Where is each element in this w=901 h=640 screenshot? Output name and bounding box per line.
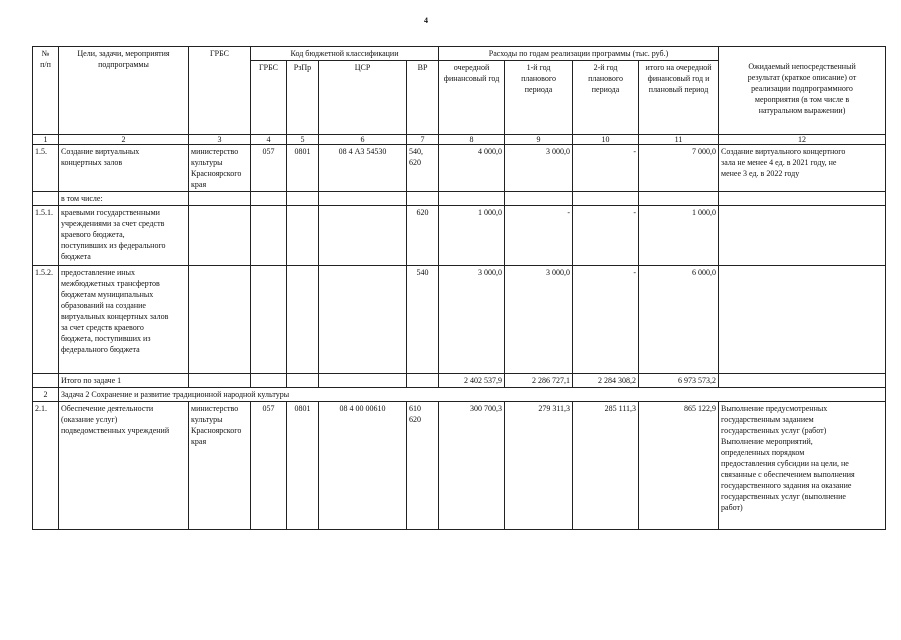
page-number: 4 xyxy=(424,16,428,25)
row-no: 2.1. xyxy=(33,402,59,530)
row-no: 1.5.2. xyxy=(33,266,59,374)
col-number: 9 xyxy=(505,135,573,145)
header-code-csr: ЦСР xyxy=(319,61,407,135)
header-budget-code: Код бюджетной классификации xyxy=(251,47,439,61)
header-result: Ожидаемый непосредственный результат (краткое описание) от реализации подпрограммного мероприятия (в том числе в натуральном выражении) xyxy=(719,47,886,135)
col-number: 5 xyxy=(287,135,319,145)
row-current: 3 000,0 xyxy=(439,266,505,374)
row-vr: 540 xyxy=(407,266,439,374)
row-result: Создание виртуального концертного зала не менее 4 ед. в 2021 году, не менее 3 ед. в 2022 году xyxy=(719,145,886,192)
row-vr: 620 xyxy=(407,206,439,266)
row-y2: - xyxy=(573,145,639,192)
col-number: 8 xyxy=(439,135,505,145)
col-number: 1 xyxy=(33,135,59,145)
including-label: в том числе: xyxy=(59,192,189,206)
row-rzpr: 0801 xyxy=(287,145,319,192)
row-y2: - xyxy=(573,206,639,266)
row-grbs: министерство культуры Красноярского края xyxy=(189,402,251,530)
row-total: 1 000,0 xyxy=(639,206,719,266)
header-code-grbs: ГРБС xyxy=(251,61,287,135)
col-number: 12 xyxy=(719,135,886,145)
column-numbers-row xyxy=(33,135,886,145)
row-current: 300 700,3 xyxy=(439,402,505,530)
row-total: 7 000,0 xyxy=(639,145,719,192)
header-no: № п/п xyxy=(33,47,59,135)
table-row-task-2 xyxy=(33,388,886,402)
row-no: 1.5.1. xyxy=(33,206,59,266)
table-row-including xyxy=(33,192,886,206)
col-number: 11 xyxy=(639,135,719,145)
total-y1: 2 286 727,1 xyxy=(505,374,573,388)
row-grbs: министерство культуры Красноярского края xyxy=(189,145,251,192)
row-code: 057 xyxy=(251,145,287,192)
row-code: 057 xyxy=(251,402,287,530)
table-row-1-5 xyxy=(33,145,886,192)
row-current: 4 000,0 xyxy=(439,145,505,192)
row-y1: 3 000,0 xyxy=(505,145,573,192)
col-number: 3 xyxy=(189,135,251,145)
header-goals: Цели, задачи, мероприятия подпрограммы xyxy=(59,47,189,135)
row-y1: - xyxy=(505,206,573,266)
col-number: 6 xyxy=(319,135,407,145)
row-result: Выполнение предусмотренных государственным заданием государственных услуг (работ) Выполнение мероприятий, определенных порядком предоставления субсидии на цели, не связанные с обеспечением выполнения государственного задания на оказание государственных услуг (выполнение работ) xyxy=(719,402,886,530)
row-y1: 279 311,3 xyxy=(505,402,573,530)
row-csr: 08 4 А3 54530 xyxy=(319,145,407,192)
header-exp-current: очередной финансовый год xyxy=(439,61,505,135)
header-exp-y2: 2-й год планового периода xyxy=(573,61,639,135)
row-name: Создание виртуальных концертных залов xyxy=(59,145,189,192)
table-row-2-1 xyxy=(33,402,886,530)
total-y2: 2 284 308,2 xyxy=(573,374,639,388)
row-rzpr: 0801 xyxy=(287,402,319,530)
row-vr: 540, 620 xyxy=(407,145,439,192)
program-expenses-table xyxy=(32,46,886,530)
col-number: 2 xyxy=(59,135,189,145)
col-number: 4 xyxy=(251,135,287,145)
row-y2: 285 111,3 xyxy=(573,402,639,530)
col-number: 7 xyxy=(407,135,439,145)
header-grbs: ГРБС xyxy=(189,47,251,135)
table-row-1-5-1 xyxy=(33,206,886,266)
row-total: 865 122,9 xyxy=(639,402,719,530)
task-no: 2 xyxy=(33,388,59,402)
row-y2: - xyxy=(573,266,639,374)
header-exp-y1: 1-й год планового периода xyxy=(505,61,573,135)
row-no: 1.5. xyxy=(33,145,59,192)
header-code-vr: ВР xyxy=(407,61,439,135)
row-name: предоставление иных межбюджетных трансфертов бюджетам муниципальных образований на создание виртуальных концертных залов за счет средств краевого бюджета, поступивших из федерального бюджета xyxy=(59,266,189,374)
total-current: 2 402 537,9 xyxy=(439,374,505,388)
row-y1: 3 000,0 xyxy=(505,266,573,374)
col-number: 10 xyxy=(573,135,639,145)
row-vr: 610 620 xyxy=(407,402,439,530)
row-total: 6 000,0 xyxy=(639,266,719,374)
row-csr: 08 4 00 00610 xyxy=(319,402,407,530)
row-name: Обеспечение деятельности (оказание услуг) подведомственных учреждений xyxy=(59,402,189,530)
header-exp-total: итого на очередной финансовый год и плановый период xyxy=(639,61,719,135)
total-label: Итого по задаче 1 xyxy=(59,374,189,388)
header-expenses: Расходы по годам реализации программы (тыс. руб.) xyxy=(439,47,719,61)
row-current: 1 000,0 xyxy=(439,206,505,266)
header-code-rzpr: РзПр xyxy=(287,61,319,135)
table-row-total-task-1 xyxy=(33,374,886,388)
header-row-1 xyxy=(33,47,886,61)
row-name: краевыми государственными учреждениями за счет средств краевого бюджета, поступивших из федерального бюджета xyxy=(59,206,189,266)
program-expenses-table-sheet xyxy=(32,46,885,526)
total-total: 6 973 573,2 xyxy=(639,374,719,388)
task-label: Задача 2 Сохранение и развитие традиционной народной культуры xyxy=(59,388,886,402)
table-row-1-5-2 xyxy=(33,266,886,374)
